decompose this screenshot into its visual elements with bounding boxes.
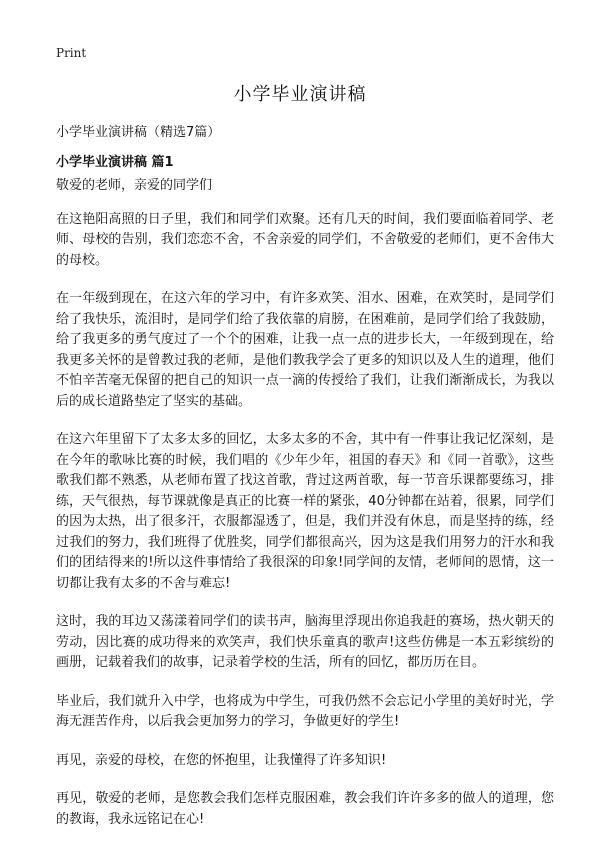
body-paragraph: 毕业后，我们就升入中学，也将成为中学生，可我仍然不会忘记小学里的美好时光，学海无涯苦作舟，以后我会更加努力的学习，争做更好的学生!: [56, 693, 554, 729]
page-title: 小学毕业演讲稿: [233, 84, 367, 105]
body-paragraph: 这时，我的耳边又荡漾着同学们的读书声，脑海里浮现出你追我赶的赛场，热火朝天的劳动，因比赛的成功得来的欢笑声，我们快乐童真的歌声!这些仿佛是一本五彩缤纷的画册，记载着我们的故事，记录着学校的生活，所有的回忆，都历历在目。: [56, 614, 554, 670]
body-paragraph: 再见，敬爱的老师，是您教会我们怎样克服困难，教会我们许许多多的做人的道理，您的教诲，我永远铭记在心!: [56, 791, 554, 827]
print-link[interactable]: Print: [56, 46, 87, 60]
body-paragraph: 在这六年里留下了太多太多的回忆，太多太多的不舍，其中有一件事让我记忆深刻，是在今年的歌咏比赛的时候，我们唱的《少年少年，祖国的春天》和《同一首歌》，这些歌我们都不熟悉，从老师布置了找这首歌，背过这两首歌，每一节音乐课都要练习，排练，天气很热，每节课就像是真正的比赛一样的紧张，40分钟都在站着，很累，同学们的因为太热，出了很多汗，衣服都湿透了，但是，我们并没有休息，而是坚持的练，经过我们的努力，我们班得了优胜奖，同学们都很高兴，因为这是我们用努力的汗水和我们的团结得来的!所以这件事情给了我很深的印象!同学间的友情，老师间的恩情，这一切都让我有太多的不舍与难忘!: [56, 432, 554, 591]
body-paragraph: 在一年级到现在，在这六年的学习中，有许多欢笑、泪水、困难，在欢笑时，是同学们给了我快乐，流泪时，是同学们给了我依靠的肩膀，在困难前，是同学们给了我鼓励，给了我更多的勇气度过了一个个的困难，让我一点一点的进步长大，一年级到现在，给我更多关怀的是曾教过我的老师，是他们教我学会了更多的知识以及人生的道理，他们不怕辛苦毫无保留的把自己的知识一点一滴的传授给了我们，让我们渐渐成长，为我以后的成长道路垫定了坚实的基础。: [56, 291, 554, 409]
document-subtitle: 小学毕业演讲稿（精选7篇）: [56, 125, 221, 140]
greeting-paragraph: 敬爱的老师，亲爱的同学们: [56, 178, 213, 193]
body-paragraph: 再见，亲爱的母校，在您的怀抱里，让我懂得了许多知识!: [56, 752, 387, 768]
section-heading: 小学毕业演讲稿 篇1: [56, 155, 174, 170]
body-paragraph: 在这艳阳高照的日子里，我们和同学们欢聚。还有几天的时间，我们要面临着同学、老师、母校的告别，我们恋恋不舍，不舍亲爱的同学们，不舍敬爱的老师们，更不舍伟大的母校。: [56, 211, 554, 268]
article-body: [56, 176, 554, 848]
